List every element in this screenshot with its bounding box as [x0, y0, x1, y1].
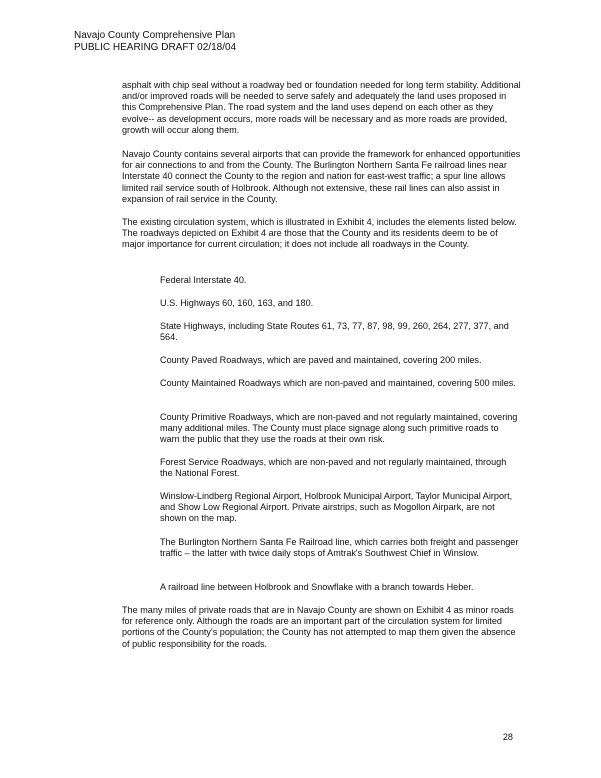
header-draft-date: PUBLIC HEARING DRAFT 02/18/04: [74, 41, 237, 53]
list-item-state-highways: State Highways, including State Routes 61, 73, 77, 87, 98, 99, 260, 264, 277, 377, and 564.: [160, 321, 509, 343]
list-item-holbrook-railroad: A railroad line between Holbrook and Snowflake with a branch towards Heber.: [160, 582, 474, 592]
list-item-interstate: Federal Interstate 40.: [160, 275, 247, 285]
list-item-bnsf-railroad: The Burlington Northern Santa Fe Railroad line, which carries both freight and passenger traffic – the latter with twice daily stops of Amtrak's Southwest Chief in Winslow.: [160, 537, 519, 559]
paragraph-road-improvements: asphalt with chip seal without a roadway bed or foundation needed for long term stability. Additional and/or improved roads will be needed to serve safely and adequately the land uses proposed in this Comprehensive Plan. The road system and the land uses depend on each other as they evolve-- as development occurs, more roads will be necessary and as more roads are provided, growth will occur along them.: [122, 80, 521, 135]
header-title: Navajo County Comprehensive Plan: [74, 30, 236, 41]
paragraph-private-roads: The many miles of private roads that are in Navajo County are shown on Exhibit 4 as minor roads for reference only. Although the roads are an important part of the circulation system for limited portions of the County's population; the County has not attempted to map them given the absence of public responsibility for the roads.: [122, 605, 516, 649]
page-number: 28: [502, 732, 513, 742]
paragraph-airports-rail: Navajo County contains several airports that can provide the framework for enhanced opportunities for air connections to and from the County. The Burlington Northern Santa Fe railroad lines near Interstate 40 connect the County to the region and nation for east-west traffic; a spur line allows limited rail service south of Holbrook. Although not extensive, these rail lines can also assist in expansion of rail service in the County.: [122, 149, 521, 204]
paragraph-existing-circulation: The existing circulation system, which is illustrated in Exhibit 4, includes the elements listed below. The roadways depicted on Exhibit 4 are those that the County and its residents deem to be of major importance for current circulation; it does not include all roadways in the County.: [122, 217, 517, 250]
list-item-airports: Winslow-Lindberg Regional Airport, Holbrook Municipal Airport, Taylor Municipal Airport, and Show Low Regional Airport. Private airstrips, such as Mogollon Airpark, are not shown on the map.: [160, 491, 513, 524]
list-item-us-highways: U.S. Highways 60, 160, 163, and 180.: [160, 298, 314, 308]
list-item-county-paved: County Paved Roadways, which are paved and maintained, covering 200 miles.: [160, 355, 482, 365]
list-item-county-maintained: County Maintained Roadways which are non-paved and maintained, covering 500 miles.: [160, 378, 516, 388]
page-header: [74, 30, 236, 53]
list-item-county-primitive: County Primitive Roadways, which are non-paved and not regularly maintained, covering many additional miles. The County must place signage along such primitive roads to warn the public that they use the roads at their own risk.: [160, 412, 518, 445]
list-item-forest-service: Forest Service Roadways, which are non-paved and not regularly maintained, through the National Forest.: [160, 457, 507, 479]
